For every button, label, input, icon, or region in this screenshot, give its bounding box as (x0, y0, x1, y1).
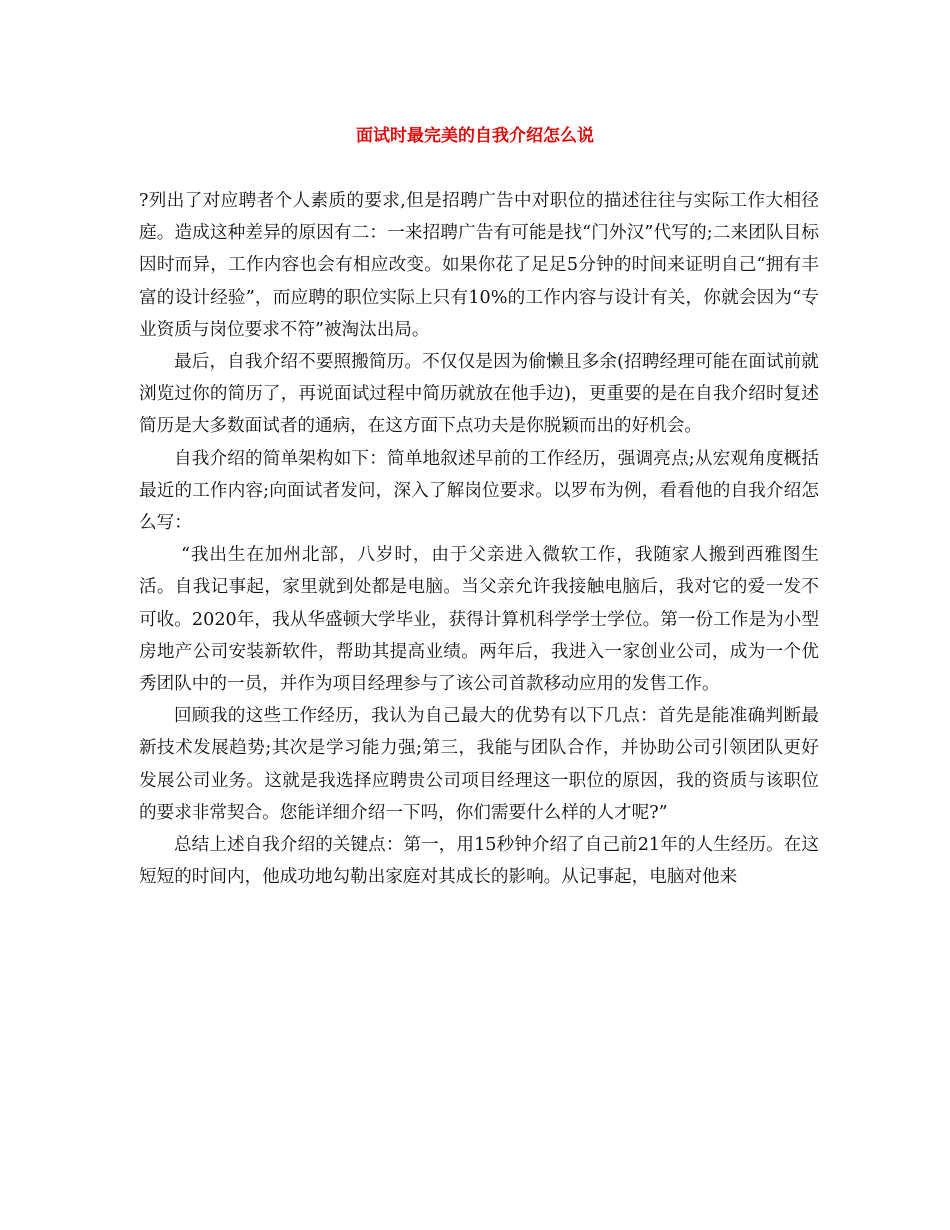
paragraph-5-quote: 回顾我的这些工作经历，我认为自己最大的优势有以下几点：首先是能准确判断最新技术发展趋势;其次是学习能力强;第三，我能与团队合作，并协助公司引领团队更好发展公司业务。这就是我选择应聘贵公司项目经理这一职位的原因，我的资质与该职位的要求非常契合。您能详细介绍一下吗，你们需要什么样的人才呢?” (139, 706, 819, 823)
paragraph-6: 总结上述自我介绍的关键点：第一，用15秒钟介绍了自己前21年的人生经历。在这短短的时间内，他成功地勾勒出家庭对其成长的影响。从记事起，电脑对他来 (139, 835, 819, 888)
paragraph-3: 自我介绍的简单架构如下：简单地叙述早前的工作经历，强调亮点;从宏观角度概括最近的工作内容;向面试者发问，深入了解岗位要求。以罗布为例，看看他的自我介绍怎么写： (139, 448, 819, 534)
paragraph-1: ?列出了对应聘者个人素质的要求,但是招聘广告中对职位的描述往往与实际工作大相径庭。造成这种差异的原因有二：一来招聘广告有可能是找“门外汉”代写的;二来团队目标因时而异，工作内容也会有相应改变。如果你花了足足5分钟的时间来证明自己“拥有丰富的设计经验”，而应聘的职位实际上只有10%的工作内容与设计有关，你就会因为“专业资质与岗位要求不符”被淘汰出局。 (139, 191, 819, 340)
paragraph-2: 最后，自我介绍不要照搬简历。不仅仅是因为偷懒且多余(招聘经理可能在面试前就浏览过你的简历了，再说面试过程中简历就放在他手边)，更重要的是在自我介绍时复述简历是大多数面试者的通病，在这方面下点功夫是你脱颖而出的好机会。 (139, 352, 819, 437)
document-title: 面试时最完美的自我介绍怎么说 (356, 126, 594, 146)
document-body (139, 185, 819, 893)
paragraph-4-quote: “我出生在加州北部，八岁时，由于父亲进入微软工作，我随家人搬到西雅图生活。自我记事起，家里就到处都是电脑。当父亲允许我接触电脑后，我对它的爱一发不可收。2020年，我从华盛顿大学毕业，获得计算机科学学士学位。第一份工作是为小型房地产公司安装新软件，帮助其提高业绩。两年后，我进入一家创业公司，成为一个优秀团队中的一员，并作为项目经理参与了该公司首款移动应用的发售工作。 (139, 545, 819, 695)
